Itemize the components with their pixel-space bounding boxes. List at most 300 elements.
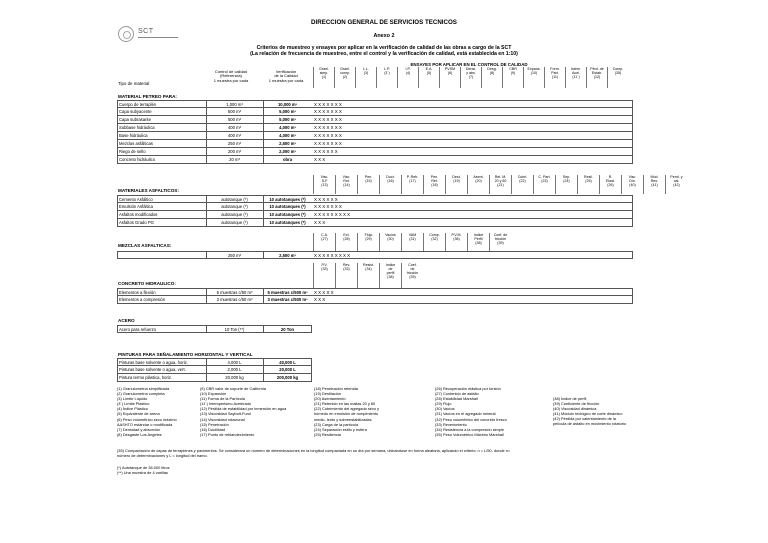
- column-header-line: Sep.: [562, 175, 571, 179]
- column-header-line: (13): [321, 183, 328, 187]
- column-header: [467, 233, 489, 251]
- column-header: [599, 175, 621, 194]
- column-header-line: (8): [489, 71, 495, 75]
- column-header: [376, 67, 397, 88]
- column-header-line: I.P.: [405, 67, 411, 71]
- row-marks: X X X X X X X: [314, 141, 342, 146]
- legend-item: (25) Resiliencia: [314, 431, 341, 437]
- column-header: [397, 67, 418, 88]
- column-header: [445, 175, 467, 194]
- column-header-line: Estab.: [591, 71, 603, 75]
- column-header: [607, 67, 628, 88]
- column-header: [379, 263, 401, 288]
- column-header-line: Desg.: [487, 67, 497, 71]
- column-header-line: (20): [475, 179, 482, 183]
- row-name: Emulsión Asfáltica: [119, 204, 153, 209]
- column-header-line: (35): [614, 71, 622, 75]
- table-row: [117, 211, 633, 219]
- row-verification: 5 muestras c/500 m³: [263, 289, 311, 296]
- column-header-line: (41): [651, 183, 658, 187]
- column-header-line: (1): [321, 75, 327, 79]
- mezclas-section-title: MEZCLAS ASFALTICAS:: [118, 243, 172, 248]
- column-header-line: (23): [541, 179, 548, 183]
- column-header: [481, 67, 502, 88]
- row-marks: X X X: [314, 297, 326, 302]
- column-header-line: Resist.: [363, 263, 374, 267]
- column-header-line: (38): [387, 275, 394, 279]
- column-header-line: Elast.: [606, 179, 615, 183]
- table-row: [117, 108, 633, 116]
- column-header: [401, 233, 423, 251]
- column-header-line: (10): [530, 71, 538, 75]
- row-name: Elementos a flexión: [119, 290, 156, 295]
- table-row: [117, 100, 633, 108]
- column-header-line: fricción: [406, 271, 419, 275]
- legend-column-5: [553, 396, 626, 427]
- column-header-line: Coef.: [408, 263, 417, 267]
- row-name: Elementos a compresión: [119, 297, 166, 302]
- legend-item: (41) Módulo reológico de corte dinámico: [553, 411, 623, 417]
- row-name: Pinturas base solvente o agua, horiz.: [119, 360, 188, 365]
- column-header-line: P.V.: [321, 263, 328, 267]
- column-header-line: (24): [563, 179, 570, 183]
- row-control: autotanque (*): [206, 211, 262, 218]
- legend-item: AASHTO estándar o modificada: [117, 421, 173, 427]
- legend-item: (11) Forma de la Partícula: [200, 396, 245, 402]
- table-row: [117, 124, 633, 132]
- table-row: [117, 288, 633, 296]
- column-header: [445, 233, 467, 251]
- legend-item: (28) Estabilidad Marshall: [435, 396, 478, 402]
- table-row: [117, 116, 633, 124]
- row-verification: 4,000 m³: [263, 132, 311, 139]
- column-header: [357, 263, 379, 288]
- column-header-line: (2): [342, 75, 348, 79]
- acero-section-title: ACERO: [118, 318, 135, 323]
- column-header-line: (39): [497, 241, 504, 245]
- column-header: [460, 67, 481, 88]
- legend-item: (14) Viscosidad rotacional: [200, 416, 245, 422]
- control-header-line: (Referencia): [219, 73, 242, 79]
- row-name: Base hidráulica: [119, 133, 148, 138]
- column-header: [439, 67, 460, 88]
- legend-item: (24) Separación estilo y esfera: [314, 426, 367, 432]
- column-header-line: (39): [409, 275, 416, 279]
- column-header-line: cal.: [673, 179, 680, 183]
- row-marks: X X X X X X X: [314, 102, 342, 107]
- row-name: Subbase hidráulica: [119, 125, 155, 130]
- legend-item: (23) Carga de la partícula: [314, 421, 359, 427]
- column-header-line: Asent.: [473, 175, 484, 179]
- legend-item: (29) Flujo: [435, 401, 452, 407]
- column-header-line: C. Part.: [538, 175, 551, 179]
- criteria-subtitle: (La relación de frecuencia de muestreo, entre el control y la verificación de calidad, está establecida en 1:10): [250, 51, 518, 57]
- row-name: Cemento Asfáltico: [119, 197, 153, 202]
- column-header-line: R.: [608, 175, 613, 179]
- row-marks: X X X X X: [314, 290, 334, 295]
- legend-item: (1) Granulometría simplificada: [117, 386, 170, 391]
- legend-item: (19) Destilación: [314, 391, 342, 397]
- concreto-section-title: CONCRETO HIDRAULICO:: [118, 281, 176, 286]
- column-header-line: CBR: [509, 67, 517, 71]
- control-header-line: Control de calidad: [214, 69, 248, 74]
- column-header-line: Vacíos: [385, 233, 396, 237]
- table-row: [117, 296, 633, 304]
- column-header-line: Ext.: [343, 233, 350, 237]
- column-header-line: (33): [321, 267, 328, 271]
- table-row: [117, 219, 633, 227]
- legend-item: película de asfalto en movimiento rotatorio: [553, 421, 627, 427]
- column-header: [467, 175, 489, 194]
- mezclas-row: [117, 251, 633, 259]
- column-header: [313, 263, 335, 288]
- legend-item: (21) Retenido en las mallas 20 y 60: [314, 401, 376, 407]
- row-control: 5 muestras c/50 m³: [206, 289, 262, 296]
- row-name: Mezclas asfálticas: [119, 141, 153, 146]
- row-marks: X X X: [314, 157, 326, 162]
- legend-item: (30) Vacíos: [435, 406, 455, 412]
- petreo-section-title: MATERIAL PETREO PARA:: [118, 94, 177, 99]
- column-header-line: Visc.: [628, 175, 637, 179]
- column-header-line: VAM: [408, 233, 417, 237]
- row-verification: 20,000 L: [263, 366, 311, 373]
- legend-item: (27) Contenido de asfalto: [435, 391, 479, 397]
- legend-item: (8) Desgaste Los Angeles: [117, 431, 162, 437]
- column-header: [335, 233, 357, 251]
- column-header: [418, 67, 439, 88]
- row-verification: 10 autotanques (*): [263, 196, 311, 203]
- column-header-line: fricción: [494, 237, 507, 241]
- column-header-line: Granl.: [340, 67, 350, 71]
- row-control: 200 m³: [206, 148, 262, 155]
- column-header-line: L.P.: [384, 67, 390, 71]
- row-verification: obra: [263, 156, 311, 163]
- row-control: 500 m³: [206, 116, 262, 123]
- column-header: [357, 175, 379, 194]
- row-control: 400 m³: [206, 124, 262, 131]
- column-header-line: Granl.: [319, 67, 329, 71]
- column-header-line: Rot.: [343, 179, 350, 183]
- column-header: [401, 263, 423, 288]
- column-header-line: (22): [519, 179, 526, 183]
- legend-item: (5) Equivalente de arena: [117, 411, 160, 417]
- row-control: 20 m³: [206, 156, 262, 163]
- column-header-line: (16): [387, 179, 394, 183]
- legend-item: (26) Recuperación elástica por torsión: [435, 386, 501, 391]
- column-header: [334, 67, 355, 88]
- column-header-line: Indice: [385, 263, 396, 267]
- legend-item: (13) Viscosidad Saybolt-Furol: [200, 411, 251, 417]
- column-header-line: (31): [409, 237, 416, 241]
- criteria-title: Criterios de muestreo y ensayes por aplicar en la verificación de calidad de las obras a cargo de la SCT: [256, 45, 512, 51]
- column-header-line: Visc.: [342, 175, 351, 179]
- column-header: [313, 175, 335, 194]
- column-header-line: Visc.: [320, 175, 329, 179]
- verification-header-line: Verificación: [275, 69, 297, 74]
- verification-header-line: de la Calidad: [274, 73, 298, 79]
- row-control: autotanque (*): [206, 196, 262, 203]
- legend-item: (33) Revenimiento: [435, 421, 467, 427]
- column-header-line: (9): [510, 71, 516, 75]
- column-header: [533, 175, 555, 194]
- legend-column-1: [117, 386, 177, 437]
- row-marks: X X X X X X X X X: [314, 212, 351, 217]
- logo-text: SCT: [138, 28, 154, 35]
- row-verification: 10 autotanques (*): [263, 211, 311, 218]
- column-header-line: (15): [365, 179, 372, 183]
- verification-header-line: 1 muestra por cada: [268, 77, 304, 83]
- legend-item: (9) CBR valor de soporte de California: [200, 386, 266, 391]
- row-name: Asfaltos Grado PG: [119, 220, 154, 225]
- legend-item: (2) Granulometría completa: [117, 391, 165, 397]
- legend-item: (32) Peso volumétrico del concreto fresco: [435, 416, 507, 422]
- column-header-line: (27): [321, 237, 328, 241]
- column-header-line: Resil.: [584, 175, 593, 179]
- column-header: [577, 175, 599, 194]
- column-header-line: y abs.: [466, 71, 476, 75]
- column-header: [401, 175, 423, 194]
- row-name: Capa subrasante: [119, 117, 151, 122]
- column-header-line: Intem.: [571, 67, 581, 71]
- column-header-line: (11´): [572, 75, 580, 79]
- column-header: [523, 67, 544, 88]
- row-control: 250 m³: [206, 252, 262, 259]
- row-name: Acero para refuerzo: [119, 327, 157, 332]
- row-verification: 4,000 m³: [263, 124, 311, 131]
- column-header-line: Form.: [550, 67, 560, 71]
- legend-item: (31) Vacíos en el agregado mineral: [435, 411, 496, 417]
- column-header-line: (12): [593, 75, 601, 79]
- row-marks: X X X X X X: [314, 197, 338, 202]
- annex-label: Anexo 2: [373, 33, 395, 39]
- row-verification: 200,000 kg: [263, 374, 311, 381]
- column-header-line: P.V.M.: [451, 233, 462, 237]
- column-header: [423, 233, 445, 251]
- row-name: Capa subyacente: [119, 109, 152, 114]
- column-header-line: Indice: [473, 233, 484, 237]
- column-header-line: (25): [585, 179, 592, 183]
- column-header: [489, 233, 511, 251]
- control-header: [203, 70, 259, 83]
- column-header-line: (18): [431, 183, 438, 187]
- table-row: [117, 195, 633, 203]
- column-header-line: L.L.: [363, 67, 369, 71]
- concreto-columns: [313, 263, 433, 288]
- column-header-line: Densi.: [465, 67, 477, 71]
- document-title: DIRECCION GENERAL DE SERVICIOS TECNICOS: [311, 19, 457, 26]
- column-header-line: Expans.: [527, 67, 541, 71]
- row-verification: 2,500 m³: [263, 252, 311, 259]
- row-name: Riego de sello: [119, 149, 146, 154]
- legend-item: (16) Ductilidad: [200, 426, 226, 432]
- acero-row: [117, 325, 312, 333]
- row-verification: 5,000 m³: [263, 108, 311, 115]
- row-verification: 10 autotanques (*): [263, 203, 311, 210]
- asfalticos-columns: [313, 175, 693, 194]
- column-header-line: Mód.: [650, 175, 659, 179]
- row-verification: 3 muestras c/500 m³: [263, 296, 311, 303]
- column-header: [586, 67, 607, 88]
- note-autotanque: (*) Autotanque de 35,000 litros: [117, 465, 170, 470]
- row-verification: 2,000 m³: [263, 148, 311, 155]
- note-varillas: (**) Una muestra de 4 varillas: [117, 470, 168, 475]
- column-header: [502, 67, 523, 88]
- legend-item: (10) Expansión: [200, 391, 227, 397]
- column-header-line: de: [388, 267, 393, 271]
- legend-item: (6) Peso volumétrico seco máximo: [117, 416, 177, 422]
- column-header-line: (4): [405, 71, 411, 75]
- row-name: Pinturas base solvente o agua, vert.: [119, 367, 186, 372]
- column-header-line: comp.: [340, 71, 350, 75]
- table-row: [117, 203, 633, 211]
- ensayes-header: ENSAYES POR APLICAR EN EL CONTROL DE CALIDAD: [410, 62, 528, 67]
- column-header: [489, 175, 511, 194]
- column-header-line: (34): [365, 267, 372, 271]
- column-header-line: 20 y 60: [494, 179, 507, 183]
- row-control: 250 m³: [206, 140, 262, 147]
- column-header-line: Dest.: [452, 175, 461, 179]
- column-header-line: (6): [447, 71, 453, 75]
- column-header-line: Acel.: [572, 71, 580, 75]
- legend-item: (39) Coeficiente de fricción: [553, 401, 600, 407]
- column-header-line: (14): [343, 183, 350, 187]
- table-row: [117, 366, 312, 374]
- legend-item: (3´) Límite Plástico: [117, 401, 150, 407]
- row-control: 400 m³: [206, 132, 262, 139]
- tipo-material-header: Tipo de material: [118, 81, 150, 86]
- column-header-line: (3): [363, 71, 369, 75]
- column-header-line: Pérd. de: [590, 67, 604, 71]
- row-verification: 10,000 m³: [263, 101, 311, 108]
- legend-item: (38) Índice de perfil: [553, 396, 587, 401]
- legend-item: (3) Límite Líquido: [117, 396, 148, 402]
- legend-column-2: [200, 386, 286, 437]
- column-header-line: Duct.: [386, 175, 395, 179]
- pinturas-section-title: PINTURAS PARA SEÑALAMIENTO HORIZONTAL Y VERTICAL: [118, 352, 253, 357]
- legend-item: (7) Densidad y absorción: [117, 426, 161, 432]
- column-header: [665, 175, 687, 194]
- row-control: 1,000 m³: [206, 101, 262, 108]
- column-header-line: (26): [607, 183, 614, 187]
- legend-item: (42) Pérdida por calentamiento de la: [553, 416, 616, 422]
- table-row: [117, 140, 633, 148]
- column-header: [355, 67, 376, 88]
- legend-item: (35) Peso Volumétrico Máximo Marshall: [435, 431, 504, 437]
- table-row: [117, 156, 633, 164]
- row-control: autotanque (*): [206, 203, 262, 210]
- control-header-line: 1 muestra por cada: [213, 77, 249, 83]
- row-control: 20,000 kg: [206, 374, 262, 381]
- column-header: [357, 233, 379, 251]
- asfalticos-section-title: MATERIALES ASFALTICOS:: [118, 188, 179, 193]
- column-header-line: (33): [343, 267, 350, 271]
- column-header-line: (36): [453, 237, 460, 241]
- note-35: (35) Compactación de capas de terraplenes y pavimentos. Se considerará un número de determinaciones en la longitud compactada en un día por semana, ubicándose en forma aleatoria, aplicando el criterio: n = L/50, donde n=: [117, 448, 511, 453]
- column-header: [423, 175, 445, 194]
- row-control: autotanque (*): [206, 219, 262, 226]
- legend-item: húmedo en emulsión de rompimiento: [314, 411, 379, 417]
- legend-item: medio, lento y sobreestabilizadas: [314, 416, 372, 422]
- column-header-line: (17): [409, 179, 416, 183]
- column-header-line: Flujo: [364, 233, 373, 237]
- row-name: [119, 252, 205, 259]
- legend-item: (22) Cubrimiento del agregado seco y: [314, 406, 380, 412]
- column-header: [565, 67, 586, 88]
- column-header-line: C.A.: [321, 233, 328, 237]
- column-header-line: (21): [497, 183, 504, 187]
- legend-item: (12) Pérdida de estabilidad por inmersión en agua: [200, 406, 287, 412]
- row-marks: X X X X X X X: [314, 125, 342, 130]
- column-header-line: perfil: [386, 271, 395, 275]
- row-control: 3 muestras c/50 m³: [206, 296, 262, 303]
- row-marks: X X X X X X X: [314, 133, 342, 138]
- row-control: 500 m³: [206, 108, 262, 115]
- column-header-line: Perfil: [474, 237, 483, 241]
- column-header-line: Ret.: [431, 179, 438, 183]
- column-header-line: Cubri.: [517, 175, 528, 179]
- column-header-line: simp.: [319, 71, 329, 75]
- column-header-line: Comp.: [429, 233, 440, 237]
- column-header-line: (29): [365, 237, 372, 241]
- column-header-line: (42): [673, 183, 680, 187]
- row-verification: 20 Ton: [263, 326, 311, 333]
- row-verification: 10 autotanques (*): [263, 219, 311, 226]
- column-header: [511, 175, 533, 194]
- legend-item: (17) Punto de reblandecimiento: [200, 431, 255, 437]
- column-header-line: Din.: [629, 179, 636, 183]
- column-header: [335, 263, 357, 288]
- note-35-cont: número de determinaciones y L = longitud del tramo.: [117, 453, 208, 458]
- row-control: 4,000 L: [206, 359, 262, 366]
- column-header-line: (28): [343, 237, 350, 241]
- row-marks: X X X X X X X: [314, 117, 342, 122]
- column-header-line: (11): [551, 75, 559, 79]
- column-header: [544, 67, 565, 88]
- table-row: [117, 132, 633, 140]
- row-name: Asfaltos modificados: [119, 212, 158, 217]
- row-marks: X X X X X X X X X: [314, 253, 351, 258]
- column-header-line: (30): [387, 237, 394, 241]
- column-header-line: S-F: [321, 179, 328, 183]
- column-header-line: P. Reb.: [406, 175, 419, 179]
- legend-column-4: [435, 386, 507, 437]
- verification-header: [262, 70, 310, 83]
- row-verification: 2,500 m³: [263, 140, 311, 147]
- row-name: Cuerpo de terraplén: [119, 102, 157, 107]
- column-header-line: E.A.: [425, 67, 433, 71]
- legend-item: (34) Resistencia a la compresión simple: [435, 426, 504, 432]
- row-name: Concreto hidráulico: [119, 157, 156, 162]
- row-marks: X X X: [314, 220, 326, 225]
- table-row: [117, 374, 312, 382]
- column-header: [379, 233, 401, 251]
- column-header: [335, 175, 357, 194]
- column-header-line: (5): [426, 71, 432, 75]
- column-header-line: Pen.: [430, 175, 439, 179]
- row-marks: X X X X X X X: [314, 109, 342, 114]
- column-header-line: (19): [453, 179, 460, 183]
- column-header-line: Reo.: [650, 179, 659, 183]
- row-verification: 5,000 m³: [263, 116, 311, 123]
- mezclas-columns: [313, 233, 513, 251]
- column-header: [313, 67, 334, 88]
- table-row: [117, 358, 312, 366]
- column-header-line: (32): [431, 237, 438, 241]
- row-marks: X X X X X X: [314, 149, 338, 154]
- row-marks: X X X X X X X: [314, 204, 342, 209]
- row-name: Pintura termo plástica, horiz.: [119, 375, 173, 380]
- legend-item: (15) Penetración: [200, 421, 229, 427]
